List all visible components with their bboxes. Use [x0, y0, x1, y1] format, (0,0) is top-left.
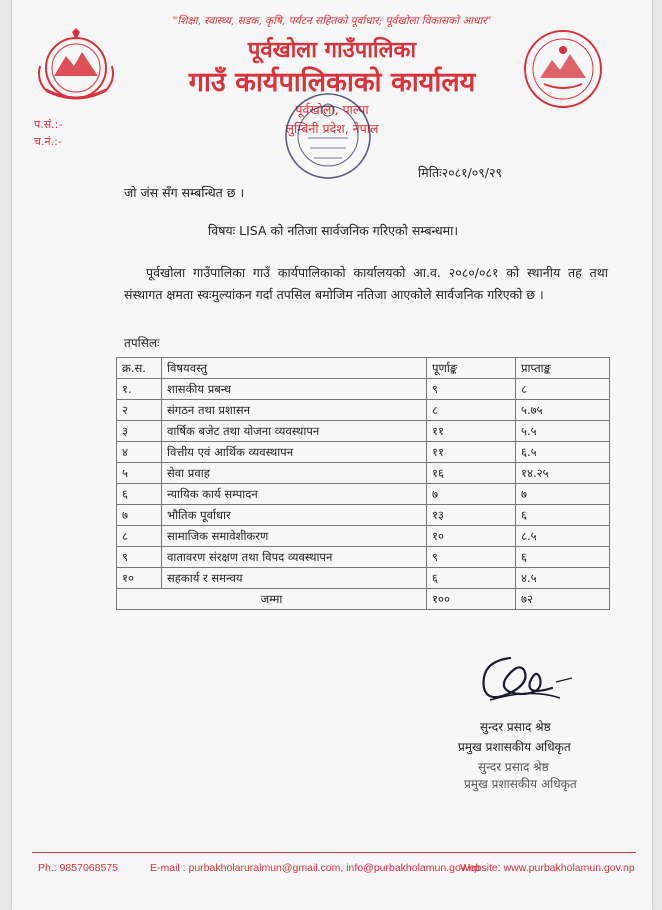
results-table	[116, 357, 610, 610]
row-subject: वातावरण संरक्षण तथा विपद व्यवस्थापन	[162, 547, 427, 568]
row-subject: वार्षिक बजेट तथा योजना व्यवस्थापन	[162, 421, 427, 442]
row-sn: १.	[117, 379, 162, 400]
row-obtained-marks: ६.५	[516, 442, 610, 463]
table-row	[117, 379, 610, 400]
letter-date: मितिः२०८१/०९/२९	[418, 165, 503, 180]
signatory-name: सुन्दर प्रसाद श्रेष्ठ	[480, 720, 551, 734]
footer-phone: Ph.: 9857068575	[38, 862, 118, 874]
row-sn: २	[117, 400, 162, 421]
row-subject: भौतिक पूर्वाधार	[162, 505, 427, 526]
row-full-marks: ११	[427, 442, 516, 463]
row-full-marks: ६	[427, 568, 516, 589]
row-sn: ७	[117, 505, 162, 526]
row-sn: ३	[117, 421, 162, 442]
row-full-marks: ११	[427, 421, 516, 442]
row-full-marks: १६	[427, 463, 516, 484]
letter-body: पूर्वखोला गाउँपालिका गाउँ कार्यपालिकाको कार्यालयको आ.व. २०८०/०८१ को स्थानीय तह तथा संस्थागत क्षमता स्वःमुल्यांकन गर्दा तपसिल बमोजिम नतिजा आएकोले सार्वजनिक गरिएको छ ।	[124, 265, 608, 302]
total-obtained-marks: ७२	[516, 589, 610, 610]
slogan: "शिक्षा, स्वास्थ्य, सडक, कृषि, पर्यटन सहितको पूर्वाधार; पूर्वखोला विकासको आधार"	[172, 15, 492, 27]
row-obtained-marks: ७	[516, 484, 610, 505]
tapasil-label: तपसिलः	[124, 336, 160, 350]
table-row	[117, 484, 610, 505]
row-full-marks: ९	[427, 379, 516, 400]
header-obtained-marks: प्राप्ताङ्क	[516, 358, 610, 379]
letter-page	[12, 0, 652, 910]
row-subject: संगठन तथा प्रशासन	[162, 400, 427, 421]
table-row	[117, 505, 610, 526]
header-subject: विषयवस्तु	[162, 358, 427, 379]
row-obtained-marks: ८	[516, 379, 610, 400]
municipality-logo-icon	[520, 26, 606, 112]
row-full-marks: ९	[427, 547, 516, 568]
table-header-row	[117, 358, 610, 379]
table-row	[117, 400, 610, 421]
row-subject: न्यायिक कार्य सम्पादन	[162, 484, 427, 505]
office-name: गाउँ कार्यपालिकाको कार्यालय	[188, 67, 476, 98]
signatory-name-stamp: सुन्दर प्रसाद श्रेष्ठ	[478, 760, 549, 774]
row-sn: ८	[117, 526, 162, 547]
row-subject: वित्तीय एवं आर्थिक व्यवस्थापन	[162, 442, 427, 463]
row-sn: ५	[117, 463, 162, 484]
signatory-title: प्रमुख प्रशासकीय अधिकृत	[458, 740, 571, 754]
table-row	[117, 421, 610, 442]
header-full-marks: पूर्णाङ्क	[427, 358, 516, 379]
table-total-row	[117, 589, 610, 610]
row-subject: सहकार्य र समन्वय	[162, 568, 427, 589]
row-obtained-marks: ६	[516, 505, 610, 526]
table-row	[117, 526, 610, 547]
table-row	[117, 568, 610, 589]
row-full-marks: ८	[427, 400, 516, 421]
signature-icon	[460, 648, 580, 714]
row-sn: १०	[117, 568, 162, 589]
total-label: जम्मा	[117, 589, 427, 610]
ref-number-label: प.सं.:-	[34, 118, 63, 131]
table-row	[117, 463, 610, 484]
footer-email: E-mail : purbakholaruralmun@gmail.com, info@purbakholamun.gov.np	[150, 862, 480, 874]
row-subject: सेवा प्रवाह	[162, 463, 427, 484]
province-line: लुम्बिनी प्रदेश, नेपाल	[285, 121, 379, 136]
office-stamp-icon	[282, 90, 374, 182]
header-sn: क्र.स.	[117, 358, 162, 379]
row-full-marks: १०	[427, 526, 516, 547]
subject-line: विषयः LISA को नतिजा सार्वजनिक गरिएको सम्बन्धमा।	[208, 223, 459, 238]
row-full-marks: ७	[427, 484, 516, 505]
signatory-title-stamp: प्रमुख प्रशासकीय अधिकृत	[464, 777, 577, 791]
row-obtained-marks: ८.५	[516, 526, 610, 547]
row-sn: ६	[117, 484, 162, 505]
salutation: जो जंस सँग सम्बन्धित छ ।	[124, 185, 245, 200]
row-sn: ४	[117, 442, 162, 463]
row-obtained-marks: ५.७५	[516, 400, 610, 421]
dispatch-number-label: च.नं.:-	[34, 135, 62, 148]
row-obtained-marks: ५.५	[516, 421, 610, 442]
district-line: पूर्वखोला, पाल्पा	[295, 102, 369, 117]
row-obtained-marks: ४.५	[516, 568, 610, 589]
total-full-marks: १००	[427, 589, 516, 610]
footer-website: Website: www.purbakholamun.gov.np	[460, 862, 635, 874]
row-obtained-marks: ६	[516, 547, 610, 568]
municipality-name: पूर्वखोला गाउँपालिका	[247, 38, 417, 63]
row-subject: शासकीय प्रबन्ध	[162, 379, 427, 400]
row-subject: सामाजिक समावेशीकरण	[162, 526, 427, 547]
table-row	[117, 547, 610, 568]
table-row	[117, 442, 610, 463]
row-sn: ९	[117, 547, 162, 568]
row-full-marks: १३	[427, 505, 516, 526]
row-obtained-marks: १४.२५	[516, 463, 610, 484]
footer-divider	[32, 852, 636, 853]
